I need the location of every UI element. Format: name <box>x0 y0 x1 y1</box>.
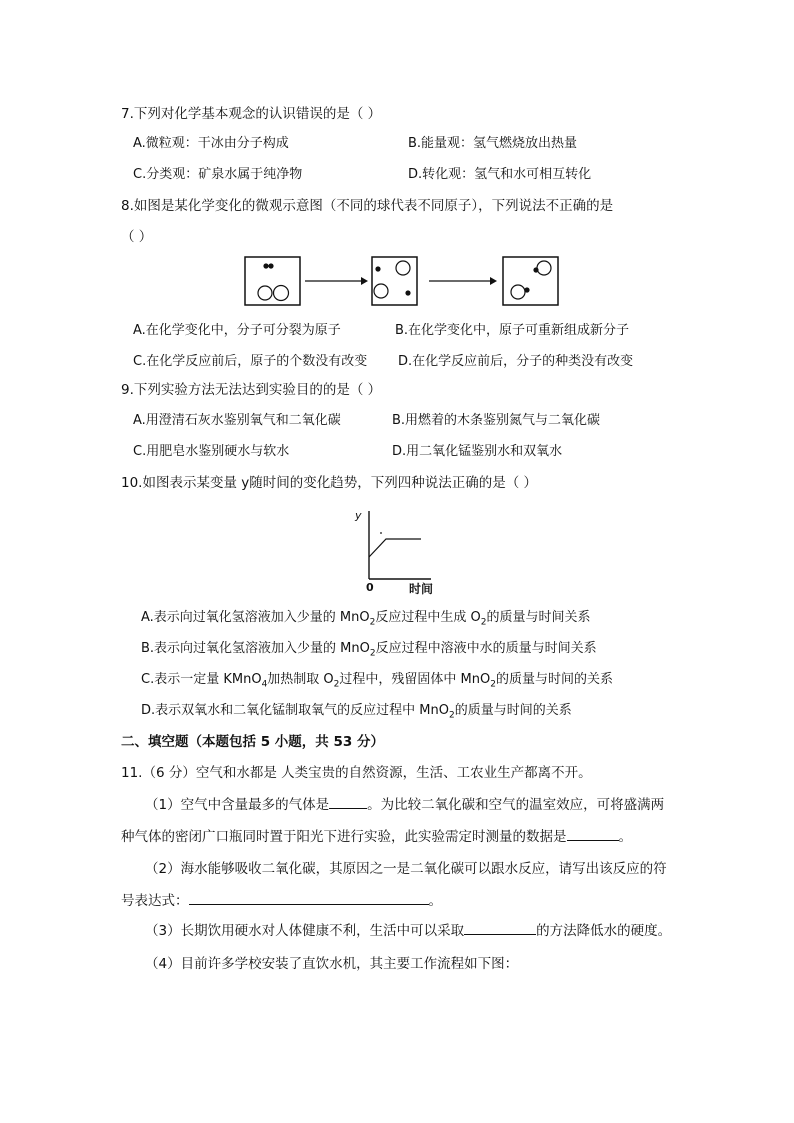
q10-option-d: D.表示双氧水和二氧化锰制取氧气的反应过程中 MnO$_2$的质量与时间的关系 <box>141 703 572 721</box>
q11-part2: （2）海水能够吸收二氧化碳，其原因之一是二氧化碳可以跟水反应，请写出该反应的符 <box>145 861 667 877</box>
q9-option-c: C.用肥皂水鉴别硬水与软水 <box>133 444 290 459</box>
q10-trend-graph <box>355 505 445 597</box>
small-atom <box>268 263 273 268</box>
q10-option-c: C.表示一定量 KMnO$_4$加热制取 $O_2$过程中，残留固体中 MnO$_2$的质量与时间的关系 <box>141 672 613 690</box>
large-atom <box>274 286 289 301</box>
q8-bracket: （ ） <box>121 229 153 245</box>
q7-option-a: A.微粒观：干冰由分子构成 <box>133 136 289 151</box>
q10-option-b: B.表示向过氧化氢溶液加入少量的 MnO$_2$反应过程中溶液中水的质量与时间关系 <box>141 641 597 659</box>
y-axis-label: y <box>355 509 362 522</box>
q11-part4: （4）目前许多学校安装了直饮水机，其主要工作流程如下图： <box>145 956 519 972</box>
q10-stem: 10.如图表示某变量 y随时间的变化趋势，下列四种说法正确的是（ ） <box>121 475 538 491</box>
trend-line <box>369 539 421 557</box>
answer-blank[interactable] <box>567 828 619 841</box>
small-atom <box>524 287 529 292</box>
q10-option-a: A.表示向过氧化氢溶液加入少量的 MnO$_2$反应过程中生成 $O_2$的质量与时间关系 <box>141 610 591 628</box>
q11-part3: （3）长期饮用硬水对人体健康不利，生活中可以采取 的方法降低水的硬度。 <box>145 923 672 939</box>
x-axis-label: 时间 <box>409 582 434 596</box>
q8-stem: 8.如图是某化学变化的微观示意图（不同的球代表不同原子），下列说法不正确的是 <box>121 198 614 214</box>
q7-option-d: D.转化观：氢气和水可相互转化 <box>408 167 592 182</box>
q7-option-c: C.分类观：矿泉水属于纯净物 <box>133 167 303 182</box>
q8-molecular-diagram <box>244 256 564 308</box>
q9-option-b: B.用燃着的木条鉴别氮气与二氧化碳 <box>392 413 601 428</box>
q9-option-a: A.用澄清石灰水鉴别氧气和二氧化碳 <box>133 413 341 428</box>
answer-blank[interactable] <box>464 922 536 935</box>
origin-label: 0 <box>366 581 374 594</box>
q8-option-b: B.在化学变化中，原子可重新组成新分子 <box>395 323 630 338</box>
small-atom <box>375 266 380 271</box>
q9-option-d: D.用二氧化锰鉴别水和双氧水 <box>392 444 563 459</box>
q11-part1: （1）空气中含量最多的气体是 。为比较二氧化碳和空气的温室效应，可将盛满两 <box>145 797 665 813</box>
q11-part1-cont: 种气体的密闭广口瓶同时置于阳光下进行实验，此实验需定时测量的数据是 。 <box>121 829 632 845</box>
large-atom <box>396 261 410 275</box>
arrow-head-icon <box>361 277 368 285</box>
q8-option-c: C.在化学反应前后，原子的个数没有改变 <box>133 354 368 369</box>
large-atom <box>511 285 525 299</box>
q8-option-a: A.在化学变化中，分子可分裂为原子 <box>133 323 341 338</box>
q11-stem: 11.（6 分）空气和水都是 人类宝贵的自然资源，生活、工农业生产都离不开。 <box>121 765 592 781</box>
section-title: 二、填空题（本题包括 5 小题，共 53 分） <box>121 734 384 750</box>
q8-option-d: D.在化学反应前后，分子的种类没有改变 <box>398 354 634 369</box>
large-atom <box>537 261 551 275</box>
answer-blank[interactable] <box>329 796 367 809</box>
arrow-head-icon <box>490 277 497 285</box>
small-atom <box>263 263 268 268</box>
tiny-dot <box>380 532 382 534</box>
small-atom <box>533 267 538 272</box>
q11-part2-cont: 号表达式： 。 <box>121 893 442 909</box>
q9-stem: 9.下列实验方法无法达到实验目的的是（ ） <box>121 382 382 398</box>
answer-blank[interactable] <box>189 892 429 905</box>
small-atom <box>405 290 410 295</box>
q7-stem: 7.下列对化学基本观念的认识错误的是（ ） <box>121 106 382 122</box>
q7-option-b: B.能量观：氢气燃烧放出热量 <box>408 136 578 151</box>
large-atom <box>374 284 388 298</box>
large-atom <box>258 286 272 300</box>
